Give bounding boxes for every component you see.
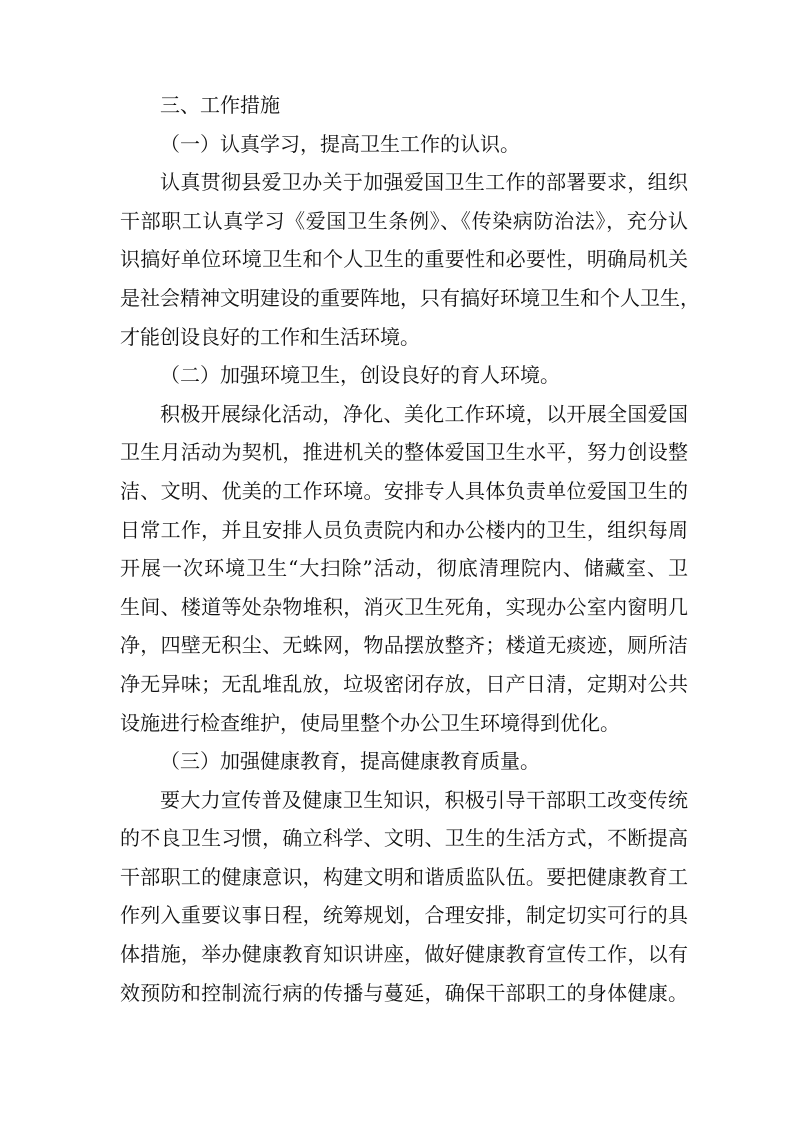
paragraph-line: 洁、文明、优美的工作环境。安排专人具体负责单位爱国卫生的 bbox=[120, 478, 688, 503]
paragraph-line: 干部职工认真学习《爱国卫生条例》、《传染病防治法》，充分认 bbox=[120, 208, 688, 233]
paragraph-line: 净无异味；无乱堆乱放，垃圾密闭存放，日产日清，定期对公共 bbox=[120, 671, 688, 696]
paragraph-line: 卫生月活动为契机，推进机关的整体爱国卫生水平，努力创设整 bbox=[120, 440, 688, 465]
paragraph-line: 要大力宣传普及健康卫生知识，积极引导干部职工改变传统 bbox=[160, 787, 688, 812]
paragraph-line: 开展一次环境卫生“大扫除”活动，彻底清理院内、储藏室、卫 bbox=[120, 556, 688, 581]
paragraph-line: 净，四壁无积尘、无蛛网，物品摆放整齐；楼道无痰迹，厕所洁 bbox=[120, 633, 688, 658]
paragraph-line: 效预防和控制流行病的传播与蔓延，确保干部职工的身体健康。 bbox=[120, 980, 688, 1005]
paragraph-line: 作列入重要议事日程，统筹规划，合理安排，制定切实可行的具 bbox=[120, 903, 688, 928]
subsection-title-2: （二）加强环境卫生，创设良好的育人环境。 bbox=[160, 363, 560, 388]
paragraph-line: 识搞好单位环境卫生和个人卫生的重要性和必要性，明确局机关 bbox=[120, 247, 688, 272]
paragraph-line: 生间、楼道等处杂物堆积，消灭卫生死角，实现办公室内窗明几 bbox=[120, 594, 688, 619]
subsection-title-3: （三）加强健康教育，提高健康教育质量。 bbox=[160, 749, 540, 774]
paragraph-line: 是社会精神文明建设的重要阵地，只有搞好环境卫生和个人卫生， bbox=[120, 285, 700, 310]
paragraph-line: 干部职工的健康意识，构建文明和谐质监队伍。要把健康教育工 bbox=[120, 864, 688, 889]
paragraph-line: 日常工作，并且安排人员负责院内和办公楼内的卫生，组织每周 bbox=[120, 517, 688, 542]
paragraph-line: 的不良卫生习惯，确立科学、文明、卫生的生活方式，不断提高 bbox=[120, 826, 688, 851]
subsection-title-1: （一）认真学习，提高卫生工作的认识。 bbox=[160, 131, 520, 156]
document-body bbox=[120, 86, 700, 1012]
section-heading: 三、工作措施 bbox=[160, 93, 280, 117]
paragraph-line: 才能创设良好的工作和生活环境。 bbox=[120, 324, 420, 349]
paragraph-line: 设施进行检查维护，使局里整个办公卫生环境得到优化。 bbox=[120, 710, 620, 735]
paragraph-line: 积极开展绿化活动，净化、美化工作环境，以开展全国爱国 bbox=[160, 401, 688, 426]
paragraph-line: 认真贯彻县爱卫办关于加强爱国卫生工作的部署要求，组织 bbox=[160, 170, 688, 195]
paragraph-line: 体措施，举办健康教育知识讲座，做好健康教育宣传工作，以有 bbox=[120, 942, 688, 967]
